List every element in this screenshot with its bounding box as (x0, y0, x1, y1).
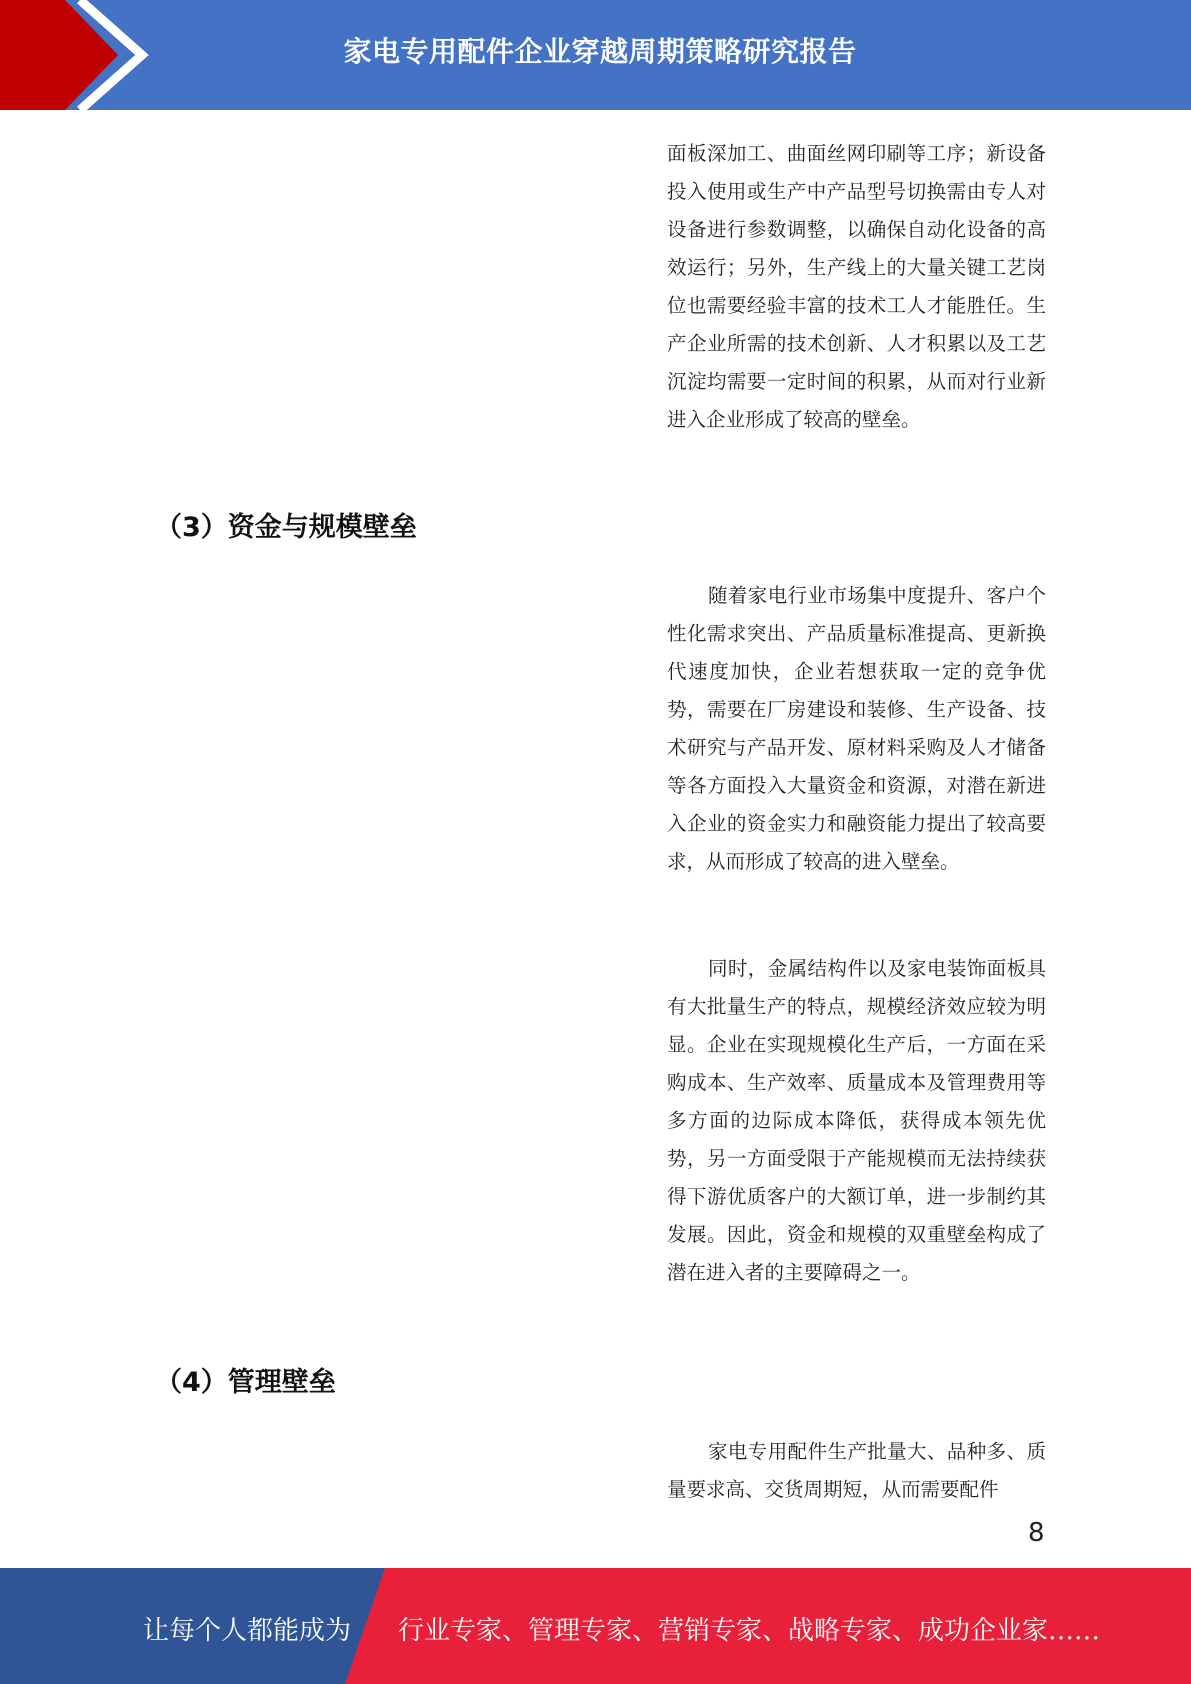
paragraph-block-2 (667, 577, 1046, 881)
report-title: 家电专用配件企业穿越周期策略研究报告 (343, 35, 857, 68)
paragraph-text: 家电专用配件生产批量大、品种多、质量要求高、交货周期短，从而需要配件 (667, 1440, 1046, 1501)
footer-slogan-right: 行业专家、管理专家、营销专家、战略专家、成功企业家…… (398, 1616, 1101, 1646)
paragraph-text: 随着家电行业市场集中度提升、客户个性化需求突出、产品质量标准提高、更新换代速度加快，企业若想获取一定的竞争优势，需要在厂房建设和装修、生产设备、技术研究与产品开发、原材料采购及人才储备等各方面投入大量资金和资源，对潜在新进入企业的资金实力和融资能力提出了较高要求，从而形成了较高的进入壁垒。 (667, 584, 1046, 873)
page-footer (0, 1568, 1191, 1684)
footer-slogan-left: 让每个人都能成为 (143, 1616, 352, 1646)
page-header (0, 0, 1191, 110)
section-heading-3: （3）资金与规模壁垒 (155, 512, 417, 543)
paragraph-text: 同时，金属结构件以及家电装饰面板具有大批量生产的特点，规模经济效应较为明显。企业在实现规模化生产后，一方面在采购成本、生产效率、质量成本及管理费用等多方面的边际成本降低，获得成本领先优势，另一方面受限于产能规模而无法持续获得下游优质客户的大额订单，进一步制约其发展。因此，资金和规模的双重壁垒构成了潜在进入者的主要障碍之一。 (667, 957, 1046, 1284)
paragraph-block-1 (667, 135, 1046, 439)
page-number: 8 (1028, 1518, 1045, 1548)
section-heading-4: （4）管理壁垒 (155, 1367, 336, 1398)
paragraph-text: 面板深加工、曲面丝网印刷等工序；新设备投入使用或生产中产品型号切换需由专人对设备进行参数调整，以确保自动化设备的高效运行；另外，生产线上的大量关键工艺岗位也需要经验丰富的技术工人才能胜任。生产企业所需的技术创新、人才积累以及工艺沉淀均需要一定时间的积累，从而对行业新进入企业形成了较高的壁垒。 (667, 142, 1046, 431)
paragraph-block-4 (667, 1433, 1046, 1509)
paragraph-block-3 (667, 950, 1046, 1292)
